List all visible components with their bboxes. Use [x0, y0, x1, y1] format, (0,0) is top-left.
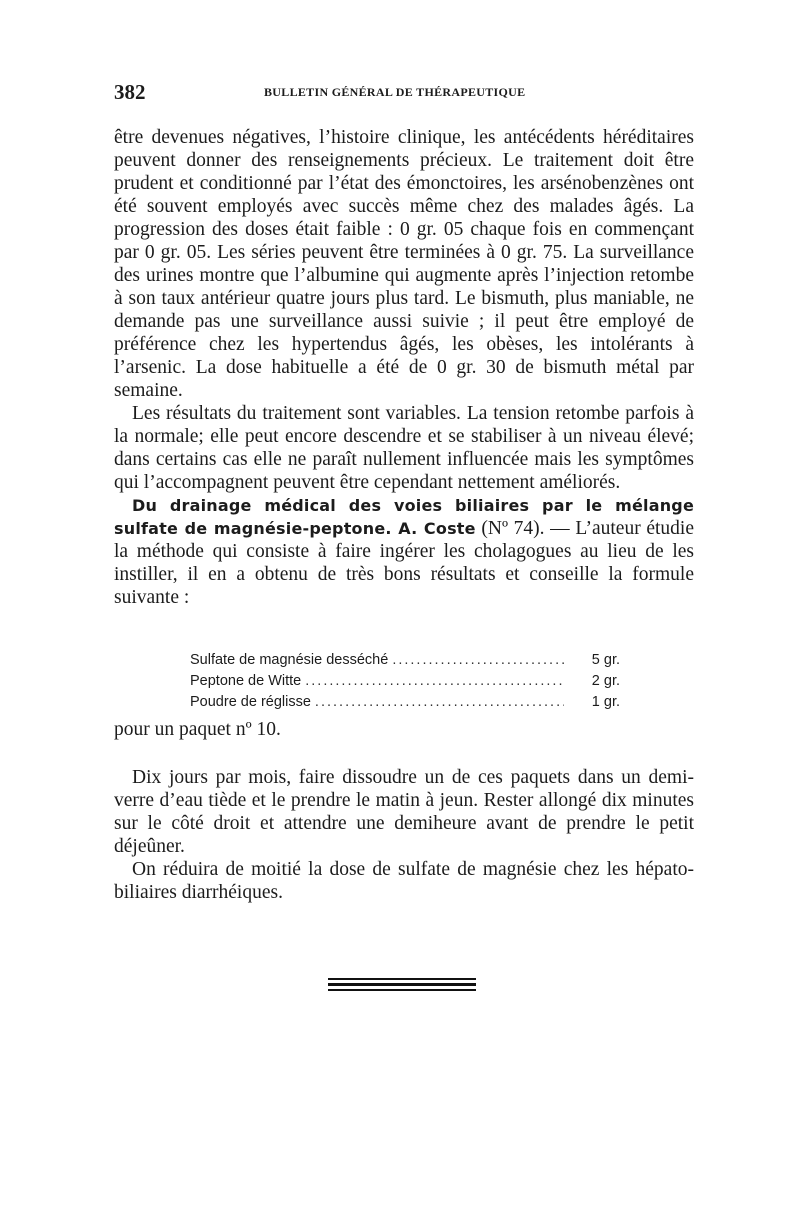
formula-table — [190, 650, 620, 713]
rule-line — [328, 989, 476, 991]
formula-row — [190, 692, 620, 713]
ingredient-name: Sulfate de magnésie desséché — [190, 652, 389, 668]
ingredient-quantity: 1 gr. — [591, 694, 620, 710]
article-text: L’auteur étudie la méthode qui consiste à faire ingérer les cholagogues au lieu de les instiller, il en a obtenu de très bons résultats et conseille la formule suivante : — [114, 518, 695, 608]
closing-text — [114, 766, 694, 904]
paragraph-instructions: Dix jours par mois, faire dissoudre un de ces paquets dans un demi-verre d’eau tiède et le prendre le matin à jeun. Rester allongé dix minutes sur le côté droit et attendre une demiheure avant de prendre le petit déjeûner. — [114, 767, 694, 857]
running-title: BULLETIN GÉNÉRAL DE THÉRAPEUTIQUE — [264, 85, 526, 99]
main-text — [114, 126, 694, 609]
dot-leader — [305, 671, 564, 692]
paragraph-continuation: être devenues négatives, l’histoire clinique, les antécédents héréditaires peuvent donner des renseignements précieux. Le traitement doit être prudent et conditionné par l’état des émonctoires, les arsénobenzènes ont été souvent employés avec succès même chez des malades âgés. La progression des doses était faible : 0 gr. 05 chaque fois en commençant par 0 gr. 05. Les séries peuvent être terminées à 0 gr. 75. La surveillance des urines montre que l’albumine qui augmente après l’injection retombe à son taux antérieur quatre jours plus tard. Le bismuth, plus maniable, ne demande pas une surveillance aussi suivie ; il peut être employé de préférence chez les hypertendus âgés, les obèses, les intolérants à l’arsenic. La dose habituelle a été de 0 gr. 30 de bismuth métal par semaine. — [114, 127, 694, 401]
formula-row — [190, 671, 620, 692]
dosage-line: pour un paquet nº 10. — [114, 719, 281, 740]
rule-line — [328, 983, 476, 986]
paragraph-dose-reduction: On réduira de moitié la dose de sulfate de magnésie chez les hépato-biliaires diarrhéiques. — [114, 859, 694, 903]
formula-row — [190, 650, 620, 671]
dot-leader — [392, 650, 564, 671]
article-reference: (Nº 74). — — [475, 518, 576, 539]
ingredient-name: Peptone de Witte — [190, 673, 302, 689]
section-end-rule — [328, 978, 476, 994]
page-number: 382 — [114, 80, 146, 104]
dot-leader — [315, 692, 564, 713]
ingredient-quantity: 2 gr. — [591, 673, 620, 689]
rule-line — [328, 978, 476, 980]
page-header — [114, 80, 694, 104]
ingredient-quantity: 5 gr. — [591, 652, 620, 668]
paragraph-results: Les résultats du traitement sont variables. La tension retombe parfois à la normale; elle peut encore descendre et se stabiliser à un niveau élevé; dans certains cas elle ne paraît nullement influencée mais les symptômes qui l’accompagnent peuvent être cependant nettement améliorés. — [114, 403, 694, 493]
article-title: Du drainage médical des voies biliaires par le mélange sulfate de magnésie-peptone. A. Coste — [114, 496, 694, 538]
ingredient-name: Poudre de réglisse — [190, 694, 311, 710]
paragraph-article — [114, 494, 694, 609]
